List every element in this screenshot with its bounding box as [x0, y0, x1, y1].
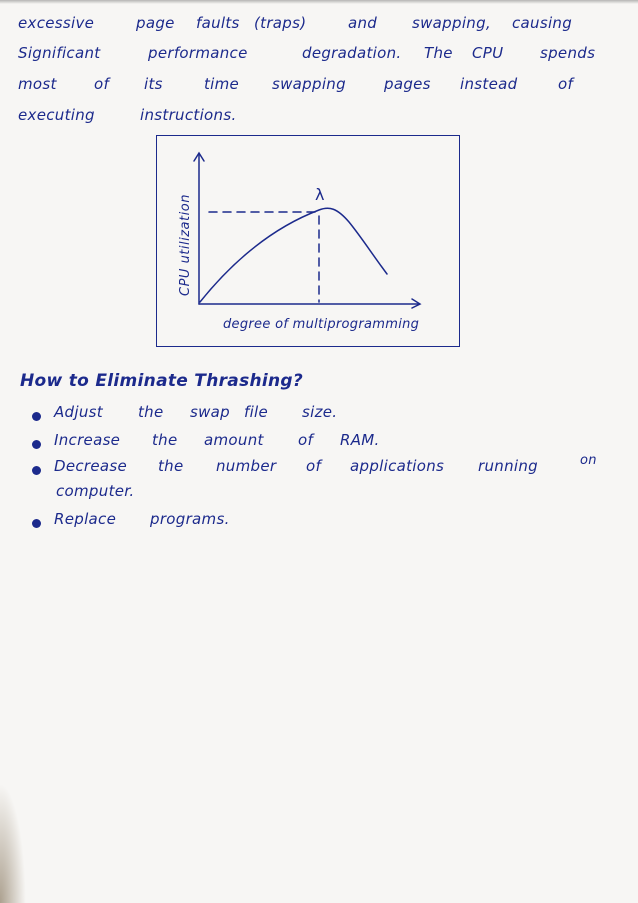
word: excessive — [18, 14, 95, 32]
word: RAM. — [340, 431, 380, 449]
x-axis-label: degree of multiprogramming — [223, 317, 420, 332]
word: the — [158, 457, 184, 475]
word: (traps) — [254, 14, 307, 32]
word: on — [580, 453, 597, 468]
word: causing — [512, 14, 573, 32]
section-heading: How to Eliminate Thrashing? — [20, 371, 304, 391]
word: faults — [196, 14, 240, 32]
word: applications — [350, 457, 445, 475]
word: the — [138, 403, 164, 421]
word: degradation. — [302, 44, 402, 62]
list-item — [0, 403, 638, 429]
bullet-icon — [32, 519, 41, 528]
paragraph-line-1 — [0, 14, 638, 40]
word: and — [348, 14, 378, 32]
word: size. — [302, 403, 338, 421]
word: instructions. — [140, 106, 237, 124]
word: its — [144, 75, 163, 93]
utilization-curve — [200, 208, 387, 302]
list-item — [0, 431, 638, 457]
word: of — [298, 431, 314, 449]
word: programs. — [150, 510, 230, 528]
word: spends — [540, 44, 596, 62]
word: Significant — [18, 44, 101, 62]
thrashing-graph — [157, 136, 461, 348]
word: amount — [204, 431, 264, 449]
y-axis-label: CPU utilization — [178, 194, 193, 296]
word: performance — [148, 44, 248, 62]
paragraph-line-3 — [0, 75, 638, 101]
word: file — [244, 403, 269, 421]
word: swapping — [272, 75, 346, 93]
list-item — [0, 453, 638, 483]
word: The — [424, 44, 453, 62]
word: executing — [18, 106, 95, 124]
word: Increase — [54, 431, 121, 449]
bullet-icon — [32, 440, 41, 449]
list-item — [0, 510, 638, 536]
list-item-continuation — [0, 482, 638, 508]
word: computer. — [56, 482, 135, 500]
bullet-icon — [32, 412, 41, 421]
word: instead — [460, 75, 518, 93]
page-top-edge — [0, 0, 638, 4]
word: swapping, — [412, 14, 491, 32]
bullet-icon — [32, 466, 41, 475]
word: page — [136, 14, 175, 32]
word: swap — [190, 403, 230, 421]
page-corner-shadow — [0, 783, 26, 903]
word: Adjust — [54, 403, 103, 421]
word: of — [306, 457, 322, 475]
word: of — [558, 75, 574, 93]
word: Decrease — [54, 457, 128, 475]
word: running — [478, 457, 538, 475]
word: pages — [384, 75, 431, 93]
word: time — [204, 75, 240, 93]
word: most — [18, 75, 57, 93]
paragraph-line-4 — [0, 106, 638, 132]
paragraph-line-2 — [0, 44, 638, 70]
word: of — [94, 75, 110, 93]
thrashing-figure — [156, 135, 460, 347]
word: CPU — [472, 44, 504, 62]
peak-label: λ — [315, 185, 325, 204]
word: the — [152, 431, 178, 449]
word: Replace — [54, 510, 117, 528]
word: number — [216, 457, 277, 475]
